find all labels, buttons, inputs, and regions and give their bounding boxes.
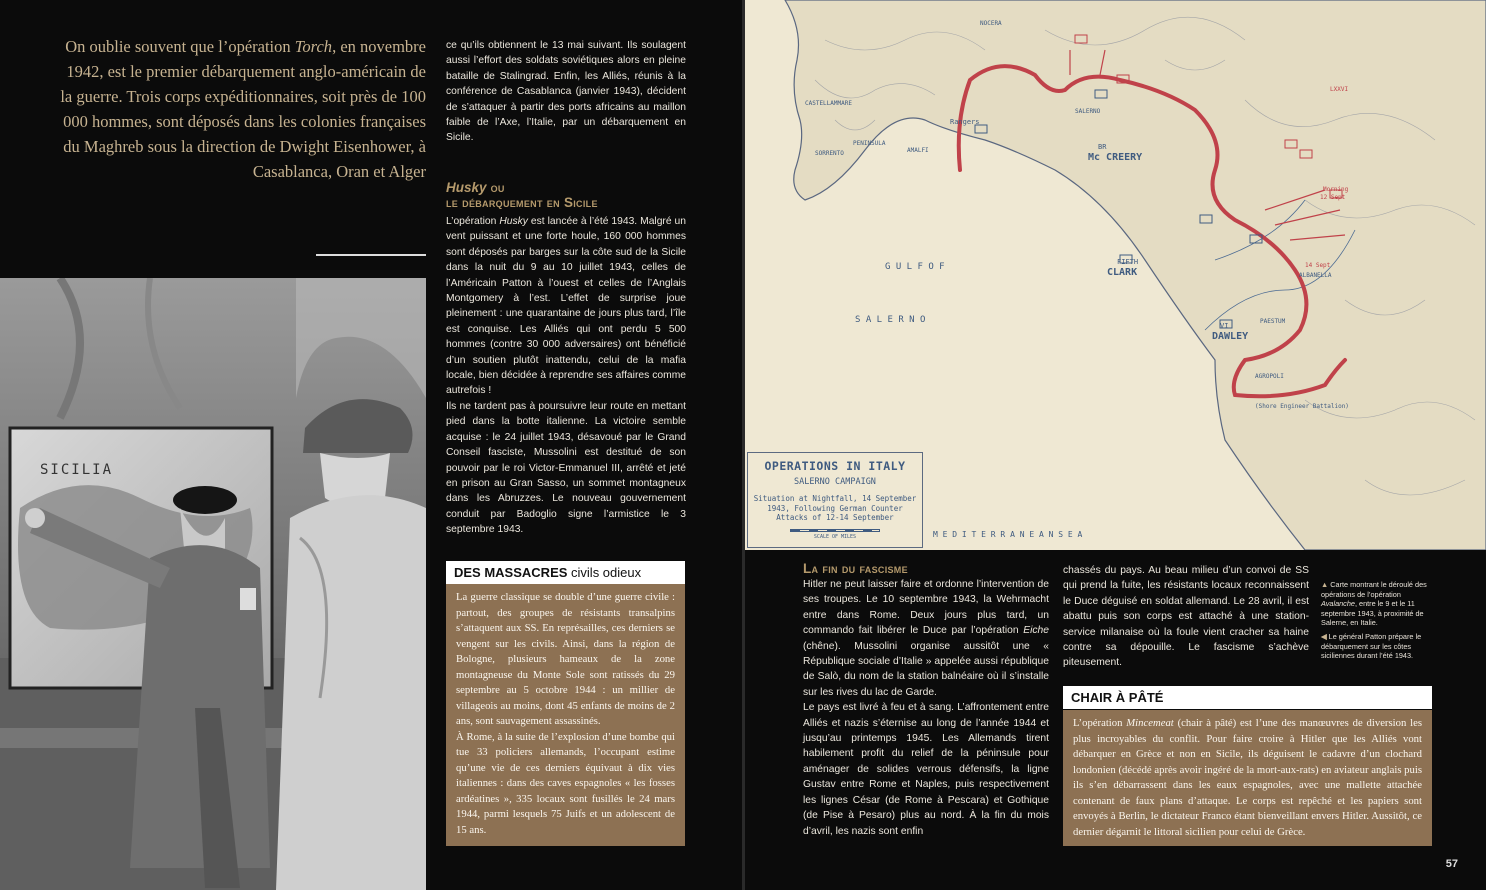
- legend-subtitle: SALERNO CAMPAIGN: [794, 477, 876, 487]
- husky-paragraph-1: [446, 214, 686, 399]
- map-label-agropoli: AGROPOLI: [1255, 373, 1284, 380]
- map-legend: [747, 452, 923, 548]
- massacres-title-bold: DES MASSACRES: [454, 565, 568, 580]
- map-label-sorrento: SORRENTO: [815, 150, 844, 157]
- husky-title: [446, 180, 686, 210]
- fin-paragraph-1: [803, 577, 1049, 700]
- fin-title-text: La fin du fascisme: [803, 561, 908, 576]
- husky-title-line2: le débarquement en Sicile: [446, 195, 598, 210]
- map-label-dawley: DAWLEY: [1212, 331, 1249, 342]
- husky-p1-end: est lancée à l’été 1943. Malgré un vent puissant et une forte houle, 160 000 hommes sont déposés par barges sur la côte sud de la Sicile dans la nuit du 9 au 10 juillet 1943, celles de l’Américain Patton à l’ouest et celles de l’Anglais Montgomery à l’est. L’effet de surprise joue pleinement : une quarantaine de jours plus tard, l’île est conquise. Les Alliés qui ont perdu 5 500 hommes (contre 30 000 adversaires) ont bénéficié d’un soutien plutôt inattendu, celui de la mafia locale, bien décidée à reprendre ses affaires comme autrefois !: [446, 216, 686, 397]
- map-label-rangers: Rangers: [950, 118, 980, 126]
- chair-box-title: [1063, 686, 1432, 709]
- map-label-salerno-town: SALERNO: [1075, 108, 1101, 115]
- massacres-paragraph-1: La guerre classique se double d’une guerre civile : partout, des groupes de résistants transalpins s’attaquent aux SS. En représailles, ces derniers se vengent sur les civils. Ainsi, dans la région de Bologne, plusieurs hameaux de la zone montagneuse du Monte Sole sont ratissés du 29 septembre au 5 octobre 1944 : un millier de villageois au moins, dont 45 enfants de moins de 2 ans, sont sauvagement assassinés.: [456, 591, 675, 727]
- caption-map-end: , entre le 9 et le 11 septembre 1943, à proximité de Salerne, en Italie.: [1321, 599, 1424, 628]
- legend-line-1: Situation at Nightfall, 14 September: [753, 494, 917, 503]
- massacres-box-body: [446, 584, 685, 846]
- map-label-12-sept: 12 Sept: [1320, 194, 1346, 201]
- fin-text-column-2: [1063, 563, 1309, 671]
- fin-paragraph-2: Le pays est livré à feu et à sang. L’affrontement entre Alliés et nazis s’éternise au long de l’année 1944 et jusqu’au printemps 1945. Les Allemands tirent habilement profit du relief de la péninsule pour aménager de solides verrous défensifs, la ligne Gustav entre Rome et Naples, puis respectivement les lignes César (de Rome à Pescara) et Gothique (de Pise à Pesaro) plus au nord. À la fin du mois d’avril, les nazis sont enfin: [803, 702, 1049, 837]
- legend-scale: [748, 529, 922, 540]
- husky-text: [446, 214, 686, 538]
- map-label-peninsula: PENINSULA: [853, 140, 886, 147]
- chair-paragraph: [1073, 716, 1422, 840]
- map-label-lxxvi: LXXVI: [1330, 86, 1349, 93]
- fin-text-column-1: [803, 577, 1049, 839]
- map-label-clark: CLARK: [1107, 267, 1138, 278]
- scale-bar: [790, 529, 880, 532]
- photo-map-word: SICILIA: [40, 462, 114, 478]
- caption-arrow-left-icon: ◀: [1321, 631, 1329, 641]
- map-label-amalfi: AMALFI: [907, 147, 929, 154]
- legend-line-3: Attacks of 12-14 September: [776, 513, 894, 522]
- legend-title: OPERATIONS IN ITALY: [764, 459, 906, 473]
- intro-torch: Torch: [294, 37, 333, 56]
- intro-text-end: , en novembre 1942, est le premier débarquement anglo-américain de la guerre. Trois corps expéditionnaires, soit près de 100 000 hommes, sont déposés dans les colonies françaises du Maghreb sous la direction de Dwight Eisenhower, à Casablanca, Oran et Alger: [60, 37, 426, 181]
- legend-situation: [748, 494, 922, 523]
- husky-paragraph-2: Ils ne tardent pas à poursuivre leur route en mettant pied dans la botte italienne. La victoire semble acquise : le 24 juillet 1943, désavoué par le Grand Conseil fasciste, Mussolini est destitué de son pouvoir par le roi Victor-Emmanuel III, arrêté et jeté en prison au Gran Sasso, un sommet montagneux dans les Abruzzes. Le nouveau gouvernement conduit par Badoglio signe l’armistice le 3 septembre 1943.: [446, 400, 686, 536]
- caption-photo: [1321, 632, 1431, 661]
- left-page: [0, 0, 742, 890]
- caption-photo-text: Le général Patton prépare le débarquement sur les côtes siciliennes durant l’été 1943.: [1321, 631, 1422, 661]
- caption-map-start: Carte montrant le déroulé des opérations de l’opération: [1321, 580, 1427, 599]
- fin-p1-italic: Eiche: [1023, 625, 1049, 637]
- map-label-salerno-sea: S A L E R N O: [855, 315, 926, 325]
- map-label-nocera: NOCERA: [980, 20, 1002, 27]
- captions: [1321, 580, 1431, 661]
- intro-rule: [316, 254, 426, 256]
- patton-photo: [0, 278, 426, 890]
- map-label-shore: (Shore Engineer Battalion): [1255, 403, 1349, 410]
- caption-map-italic: Avalanche: [1321, 599, 1355, 609]
- husky-p1-italic: Husky: [499, 216, 528, 227]
- map-label-albanella: ALBANELLA: [1299, 272, 1332, 279]
- fin-p1-end: (chêne). Mussolini organise aussitôt une « République sociale d’Italie » appelée aussi république de Salò, du nom de la station balnéaire où il s’installe sur les rives du lac de Garde.: [803, 640, 1049, 698]
- map-label-mediterranean: M E D I T E R R A N E A N S E A: [933, 530, 1083, 539]
- text-column-1: [446, 38, 686, 146]
- caption-map: [1321, 580, 1431, 628]
- chair-p-italic: Mincemeat: [1126, 717, 1174, 729]
- chair-title-text: CHAIR À PÂTÉ: [1071, 690, 1164, 705]
- husky-title-rest: ou: [486, 180, 505, 195]
- caption-arrow-icon: ▲: [1321, 580, 1331, 589]
- map-label-paestum: PAESTUM: [1260, 318, 1286, 325]
- page-number: 57: [1445, 858, 1458, 870]
- legend-scale-label: SCALE OF MILES: [813, 533, 857, 540]
- map-label-mccreery: Mc CREERY: [1088, 152, 1143, 163]
- map-label-fifth: FIFTH: [1117, 258, 1139, 266]
- col1-paragraph: ce qu’ils obtiennent le 13 mai suivant. Ils soulagent aussi l’effort des soldats soviétiques alors en pleine bataille de Stalingrad. Enfin, les Alliés, réunis à la conférence de Casablanca (janvier 1943), décident de s’attaquer à partir des ports africains au maillon faible de l’Axe, l’Italie, par un débarquement en Sicile.: [446, 40, 686, 144]
- fin-paragraph-3: chassés du pays. Au beau milieu d’un convoi de SS qui prend la fuite, les résistants locaux reconnaissent le Duce déguisé en soldat allemand. Le 28 avril, il est abattu puis son corps est attaché à une station-service milanaise où la foule vient cracher sa haine contre sa dépouille. Le fascisme s’achève piteusement.: [1063, 565, 1309, 669]
- map-label-castellammare: CASTELLAMMARE: [805, 100, 852, 107]
- massacres-title-light: civils odieux: [567, 565, 642, 580]
- legend-line-2: 1943, Following German Counter: [767, 503, 903, 513]
- map-label-br: BR: [1098, 143, 1107, 151]
- massacres-box-title: [446, 561, 685, 584]
- chair-box-body: [1063, 710, 1432, 846]
- husky-title-italic: Husky: [446, 180, 487, 195]
- right-page: [745, 0, 1486, 890]
- husky-p1-start: L’opération: [446, 216, 500, 227]
- map-label-14-sept: 14 Sept: [1305, 262, 1331, 269]
- intro-text-start: On oublie souvent que l’opération: [65, 37, 295, 56]
- map-label-morning: Morning: [1323, 186, 1349, 193]
- chair-p-end: (chair à pâté) est l’une des manœuvres de diversion les plus incroyables du conflit. Pour faire croire à Hitler que les Alliés vont débarquer en Grèce et non en Sicile, ils déguisent le cadavre d’un clochard londonien (décédé après avoir ingéré de la mort-aux-rats) en aviateur anglais puis ils s’en débarrassent dans les eaux espagnoles, avec une mallette attachée contenant de faux plans d’attaque. Le corps est repêché et les papiers sont envoyés à Berlin, le dictateur Franco étant bienveillant envers Hitler. Aussitôt, ce dernier dégarnit le littoral sicilien pour celui de Grèce.: [1073, 717, 1422, 838]
- salerno-map: [745, 0, 1486, 550]
- intro-paragraph: [60, 34, 426, 184]
- fin-title: [803, 561, 1043, 576]
- fin-p1-start: Hitler ne peut laisser faire et ordonne l’intervention de ses troupes. Le 10 septembre 1943, la Wehrmacht entre dans Rome. Deux jours plus tard, un commando fait libérer le Duce par l’opération: [803, 579, 1049, 637]
- massacres-paragraph-2: À Rome, à la suite de l’explosion d’une bombe qui tue 33 policiers allemands, l’occupant estime qu’une vie de ces derniers équivaut à dix vies italiennes : dans des caves espagnoles « les fosses ardéatines », 335 locaux sont fusillés le 24 mars 1944, parmi lesquels 75 Juifs et un adolescent de 15 ans.: [456, 730, 675, 836]
- chair-p-start: L’opération: [1073, 717, 1127, 729]
- map-label-vi: VI: [1220, 322, 1229, 330]
- map-label-gulf: G U L F O F: [885, 262, 945, 272]
